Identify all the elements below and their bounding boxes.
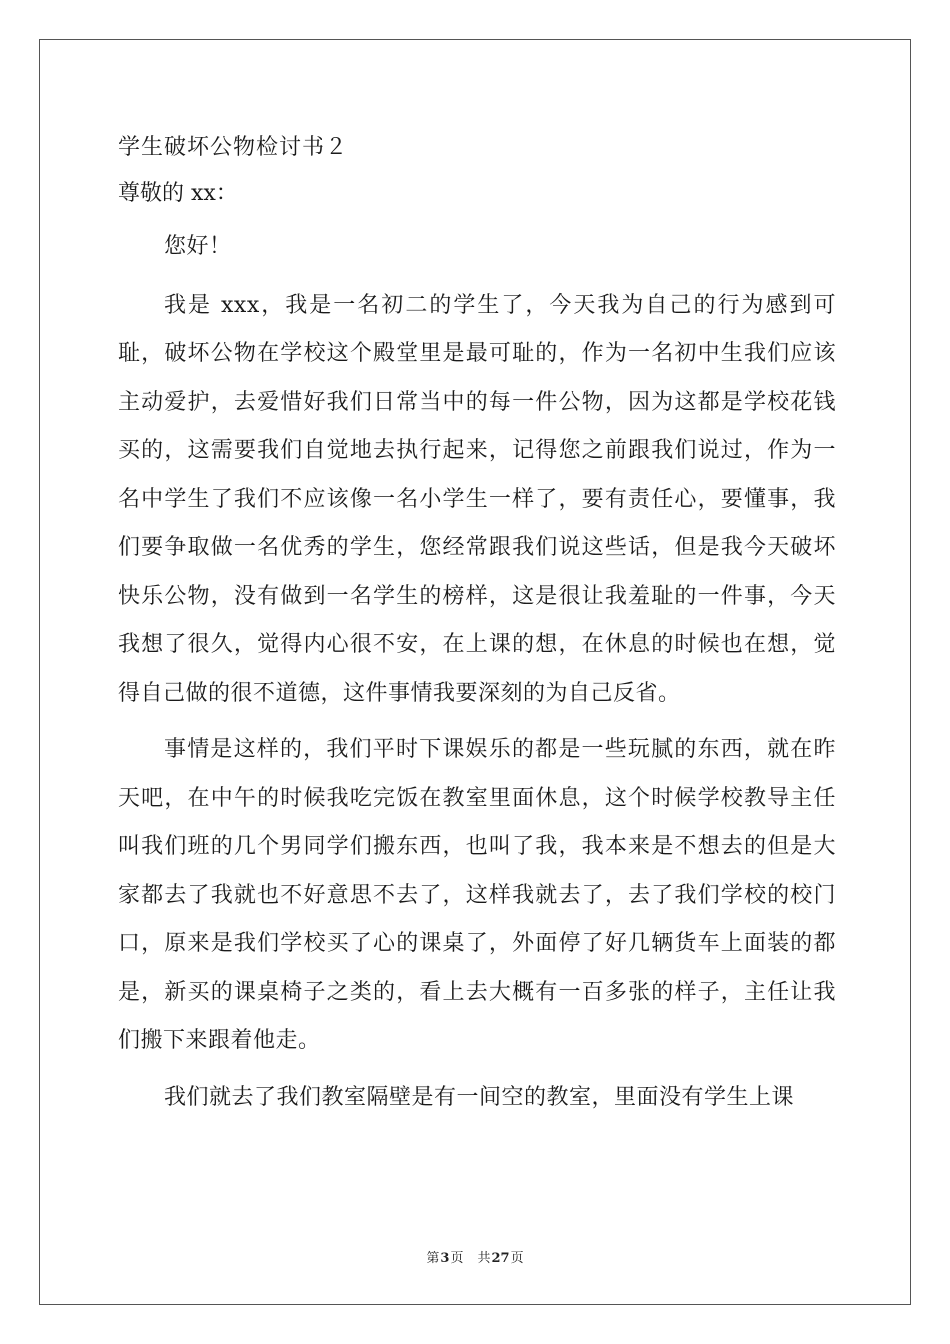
footer-page-prefix: 第 (426, 1251, 440, 1266)
paragraph-3: 我们就去了我们教室隔壁是有一间空的教室，里面没有学生上课 (164, 1084, 795, 1110)
document-body (118, 125, 836, 1130)
footer-page-unit: 页 (450, 1251, 464, 1266)
footer-total-unit: 页 (510, 1251, 524, 1266)
paragraph-1: 我是 xxx，我是一名初二的学生了，今天我为自己的行为感到可耻，破坏公物在学校这个殿堂里是最可耻的，作为一名初中生我们应该主动爱护，去爱惜好我们日常当中的每一件公物，因为这都是学校花钱买的，这需要我们自觉地去执行起来，记得您之前跟我们说过，作为一名中学生了我们不应该像一名小学生一样了，要有责任心，要懂事，我们要争取做一名优秀的学生，您经常跟我们说这些话，但是我今天破坏快乐公物，没有做到一名学生的榜样，这是很让我羞耻的一件事，今天我想了很久，觉得内心很不安，在上课的想，在休息的时候也在想，觉得自己做的很不道德，这件事情我要深刻的为自己反省。 (118, 292, 836, 706)
footer-total-prefix: 共 (477, 1251, 491, 1266)
page-footer (0, 1247, 950, 1266)
greeting: 您好！ (164, 234, 232, 259)
footer-page-total: 27 (491, 1251, 510, 1266)
document-title: 学生破坏公物检讨书２ (118, 135, 349, 160)
paragraph-2: 事情是这样的，我们平时下课娱乐的都是一些玩腻的东西，就在昨天吧，在中午的时候我吃完饭在教室里面休息，这个时候学校教导主任叫我们班的几个男同学们搬东西，也叫了我，我本来是不想去的但是大家都去了我就也不好意思不去了，这样我就去了，去了我们学校的校门口，原来是我们学校买了心的课桌了，外面停了好几辆货车上面装的都是，新买的课桌椅子之类的，看上去大概有一百多张的样子，主任让我们搬下来跟着他走。 (118, 737, 836, 1053)
salutation: 尊敬的 xx： (118, 181, 238, 206)
footer-page-current: 3 (440, 1251, 450, 1266)
